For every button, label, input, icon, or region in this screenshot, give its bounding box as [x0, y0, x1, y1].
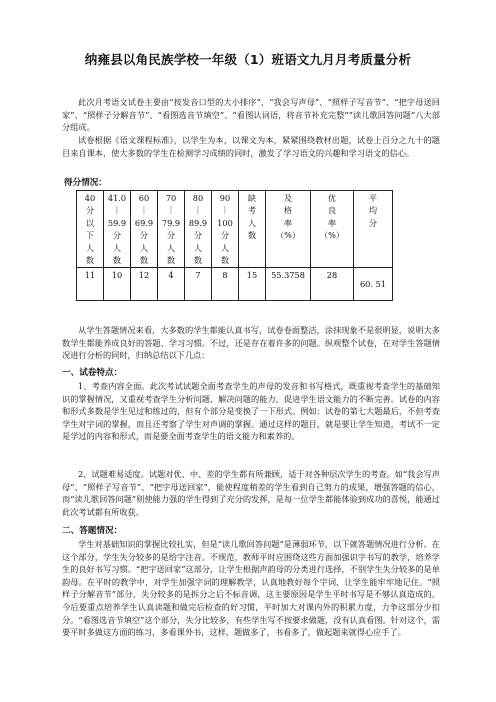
- header-cell-41-59: 41.0 ｜ 59.9 分 人 数: [104, 191, 131, 268]
- value-cell: 60. 51: [354, 268, 393, 301]
- header-cell-70-79: 70 ｜ 79.9 分 人 数: [158, 191, 185, 268]
- intro-paragraph-2: 试卷根据《语文课程标准》，以学生为本，以课文为本，紧紧围绕教材出题，试卷上百分之九十的题目来自课本，使大多数的学生在检测学习成绩的同时，激发了学习语文的兴趣和学习语文的信心。: [62, 135, 440, 158]
- value-cell: 12: [131, 268, 158, 301]
- section-2-paragraph: 学生对基础知识的掌握比较扎实，但是“读儿歌回答问题”是薄弱环节，以下就答题情况进行分析。在这个部分，学生失分较多的是给字注音。不规范，教师平时应围绕这些方面加强识字书写的教学，培养学生的良好书写习惯。“把字送回家”这部分，让学生根据声韵母的分类进行选择，不别学生失分较多的是单韵母。在平时的教学中，对学生加强字词的理解教学，认真地教好每个字词，让学生能牢牢地记住。“照样子分解音节”部分，失分较多的是拆分之后不标音调，这主要原因是学生平时书写是不够认真造成的。今后要重点培养学生认真读题和做完后检查的好习惯，平时加大对课内外的积累力度，力争这部分少扣分。“看图选音节填空”这个部分，失分比较多，有些学生写不按要求做题，没有认真看图。针对这个，需要平时多做这方面的练习，多看课外书，这样，题做多了，书看多了，做起题来就得心应手了。: [62, 539, 440, 638]
- score-table-header-row: [77, 191, 393, 268]
- intro-paragraph-1: 此次月考语文试卷主要由“按发音口型的大小排序”、“我会写声母”、“照样子写音节”、“把字母送回家”、“照样子分解音节”、“看图选音节填空”、“看图认词语，将音节补充完整”“读儿歌回答问题”八大部分组成。: [62, 97, 440, 133]
- section-1-paragraph-2: 2、试题难易适度。试题对优、中、差的学生都有所兼顾，适于对各种层次学生的考查。如“我会写声母”、“照样子写音节”、“把字母送回家”，能使程度稍差的学生看到自己努力的成果，增强答题的信心，而“读儿歌回答问题”则使能力强的学生得到了充分的发挥，是每一位学生都能体验到成功的喜悦，能通过此次考试都有所收获。: [62, 469, 440, 517]
- score-heading: 得分情况：: [64, 178, 107, 188]
- header-cell-excellent-rate: 优 良 率 （%）: [311, 191, 354, 268]
- header-cell-absent: 缺 考 人 数: [239, 191, 266, 268]
- value-cell: 7: [185, 268, 212, 301]
- header-cell-60-69: 60 ｜ 69.9 分 人 数: [131, 191, 158, 268]
- score-table: [76, 190, 393, 301]
- header-cell-90-100: 90 ｜ 100 分 人 数: [212, 191, 239, 268]
- document-title: 纳雍县以角民族学校一年级（1）班语文九月月考质量分析: [84, 52, 412, 67]
- value-cell: 15: [239, 268, 266, 301]
- header-cell-average: 平 均 分: [354, 191, 393, 268]
- value-cell: 4: [158, 268, 185, 301]
- value-cell: 28: [311, 268, 354, 301]
- header-cell-pass-rate: 及 格 率 （%）: [266, 191, 311, 268]
- value-cell: 8: [212, 268, 239, 301]
- value-cell: 10: [104, 268, 131, 301]
- summary-paragraph: 从学生答题情况来看，大多数的学生都能认真书写，试卷卷面整洁，涂抹现象不是很明显，说明大多数学生都能养成良好的答题、学习习惯。不过，还是存在着许多的问题。纵观整个试卷，在对学生答题情况进行分析的同时，归纳总结以下几点：: [62, 325, 440, 361]
- value-cell: 55.3758: [266, 268, 311, 301]
- header-cell-below-40: 40 分 以 下 人 数: [77, 191, 104, 268]
- section-2-heading: 二、答题情况：: [62, 526, 123, 536]
- header-cell-80-89: 80 ｜ 89.9 分 人 数: [185, 191, 212, 268]
- score-table-value-row: [77, 268, 393, 301]
- value-cell: 11: [77, 268, 104, 301]
- section-1-heading: 一、试卷特点：: [62, 368, 123, 378]
- section-1-paragraph-1: 1、考查内容全面。此次考试试题全面考查学生的声母的发音和书写格式，既重视考查学生的基础知识的掌握情况，又重视考查学生分析问题、解决问题的能力，促进学生语文能力的不断完善。试卷的内容和形式多数是学生见过和练过的，但有个部分是变换了一下形式。例如：试卷的第七大题最后，不但考查学生对字词的掌握，而且还考察了学生对声调的掌握。通过这样的题目，就是要让学生知道，考试不一定是学过的内容和形式，而是要全面考查学生的语文能力和素养的。: [62, 381, 440, 442]
